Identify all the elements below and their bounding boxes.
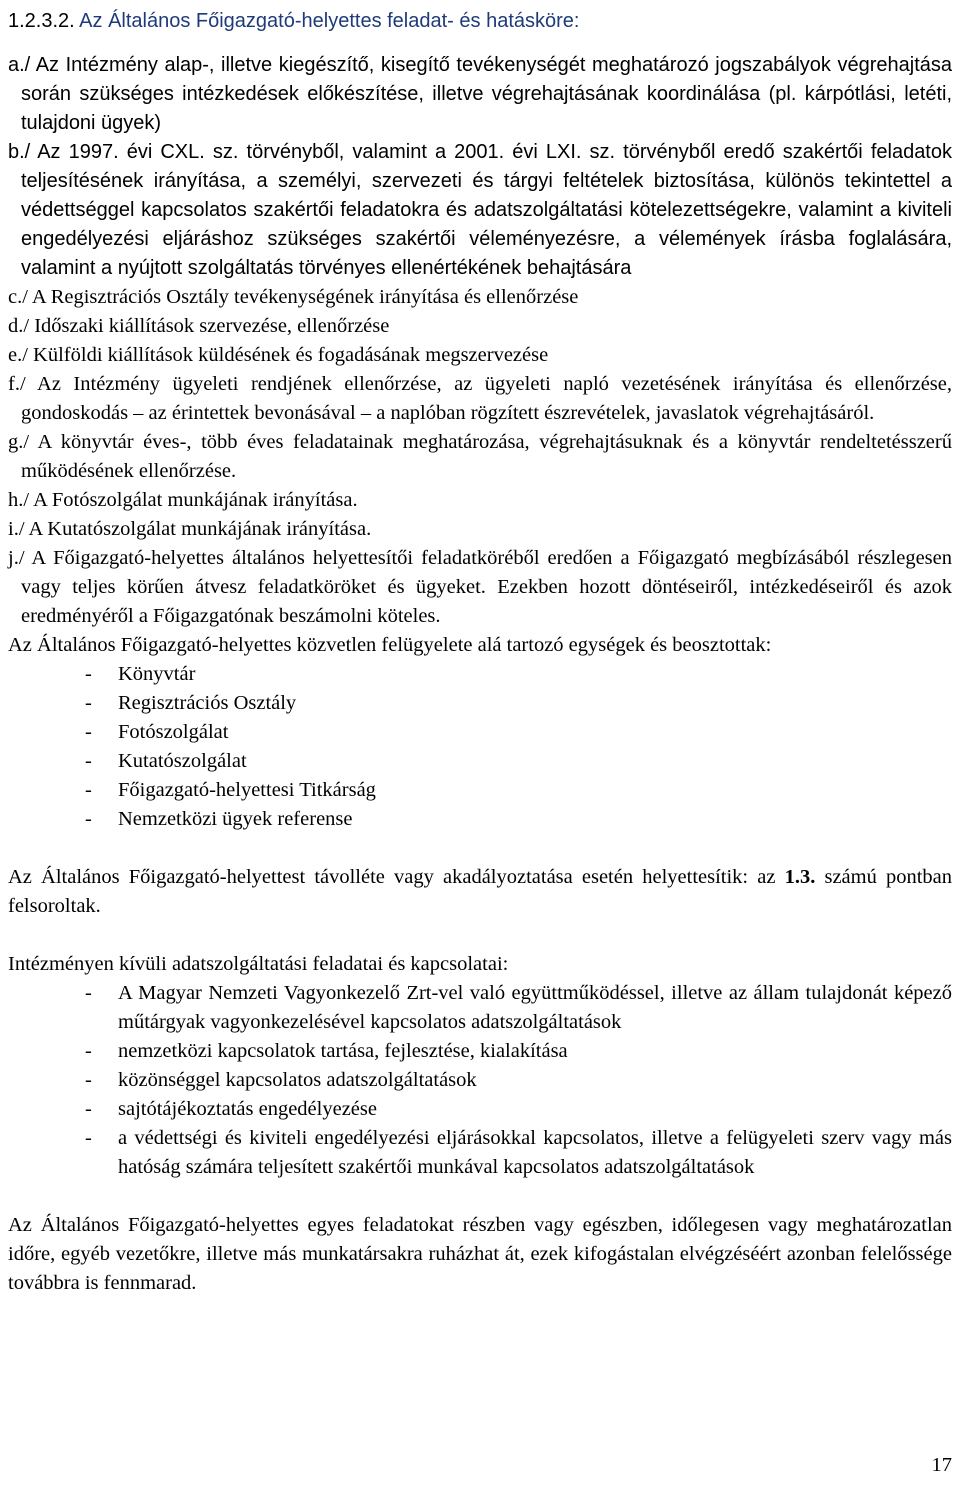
- document-page: [8, 8, 952, 1298]
- dash-marker: -: [85, 808, 92, 830]
- list-item-text: Könyvtár: [118, 663, 196, 685]
- item-h: h./ A Fotószolgálat munkájának irányítása.: [8, 489, 358, 511]
- dash-marker: -: [85, 1098, 92, 1120]
- item-g: g./ A könyvtár éves-, több éves feladatainak meghatározása, végrehajtásuknak és a könyvtár rendeltetésszerű működésének ellenőrzése.: [8, 431, 952, 482]
- substitute-paragraph: [8, 863, 952, 921]
- list-item-text: közönséggel kapcsolatos adatszolgáltatások: [118, 1069, 477, 1091]
- list-item-text: sajtótájékoztatás engedélyezése: [118, 1098, 377, 1120]
- external-list: [8, 979, 952, 1182]
- list-item-text: Fotószolgálat: [118, 721, 229, 743]
- list-item-text: Főigazgató-helyettesi Titkárság: [118, 779, 376, 801]
- list-item: [8, 1037, 952, 1066]
- item-b: b./ Az 1997. évi CXL. sz. törvényből, valamint a 2001. évi LXI. sz. törvényből eredő szakértői feladatok teljesítésének irányítása, a személyi, szervezeti és tárgyi feltételek biztosítása, különös tekintettel a védettséggel kapcsolatos szakértői feladatokra és adatszolgáltatási kötelezettségekre, valamint a kiviteli engedélyezési eljáráshoz szükséges szakértői véleményezésre, a vélemények írásba foglalására, valamint a nyújtott szolgáltatás törvényes ellenértékének behajtására: [8, 141, 952, 279]
- item-d: d./ Időszaki kiállítások szervezése, ellenőrzése: [8, 315, 390, 337]
- list-item: [8, 747, 952, 776]
- dash-marker: -: [85, 692, 92, 714]
- item-f: f./ Az Intézmény ügyeleti rendjének ellenőrzése, az ügyeleti napló vezetésének irányítása és ellenőrzése, gondoskodás – az érintettek bevonásával – a naplóban rögzített észrevételek, javaslatok végrehajtásáról.: [8, 373, 952, 424]
- list-item: [8, 1066, 952, 1095]
- item-e: e./ Külföldi kiállítások küldésének és fogadásának megszervezése: [8, 344, 549, 366]
- list-item-text: Regisztrációs Osztály: [118, 692, 297, 714]
- section-heading: [8, 8, 952, 34]
- item-a: a./ Az Intézmény alap-, illetve kiegészítő, kisegítő tevékenységét meghatározó jogszabályok végrehajtása során szükséges intézkedések előkészítése, illetve végrehajtásának koordinálása (pl. kárpótlási, letéti, tulajdoni ügyek): [8, 54, 952, 134]
- item-i: i./ A Kutatószolgálat munkájának irányítása.: [8, 518, 372, 540]
- substitute-text: Az Általános Főigazgató-helyettest távolléte vagy akadályoztatása esetén helyettesítik: az: [8, 866, 776, 888]
- dash-marker: -: [85, 1040, 92, 1062]
- external-intro: Intézményen kívüli adatszolgáltatási feladatai és kapcsolatai:: [8, 953, 509, 975]
- dash-marker: -: [85, 750, 92, 772]
- dash-marker: -: [85, 721, 92, 743]
- list-item-text: nemzetközi kapcsolatok tartása, fejlesztése, kialakítása: [118, 1040, 568, 1062]
- list-item: [8, 660, 952, 689]
- dash-marker: -: [85, 1069, 92, 1091]
- item-c: c./ A Regisztrációs Osztály tevékenységének irányítása és ellenőrzése: [8, 286, 579, 308]
- units-list: [8, 660, 952, 834]
- list-item-text: A Magyar Nemzeti Vagyonkezelő Zrt-vel való együttműködéssel, illetve az állam tulajdonát képező műtárgyak vagyonkezelésével kapcsolatos adatszolgáltatások: [118, 982, 952, 1033]
- section-number: 1.2.3.2.: [8, 10, 75, 32]
- list-item-text: Kutatószolgálat: [118, 750, 247, 772]
- list-item: [8, 718, 952, 747]
- list-item-text: a védettségi és kiviteli engedélyezési eljárásokkal kapcsolatos, illetve a felügyeleti szerv vagy más hatóság számára teljesített szakértői munkával kapcsolatos adatszolgáltatások: [118, 1127, 952, 1178]
- list-item: [8, 689, 952, 718]
- units-intro: Az Általános Főigazgató-helyettes közvetlen felügyelete alá tartozó egységek és beosztottak:: [8, 634, 772, 656]
- list-item: [8, 805, 952, 834]
- list-item: [8, 1124, 952, 1182]
- delegation-paragraph: Az Általános Főigazgató-helyettes egyes feladatokat részben vagy egészben, időlegesen vagy meghatározatlan időre, egyéb vezetőkre, illetve más munkatársakra ruházhat át, ezek kifogástalan elvégzéséért azonban felelőssége továbbra is fennmarad.: [8, 1214, 952, 1294]
- list-item: [8, 776, 952, 805]
- page-number: 17: [931, 1454, 952, 1476]
- dash-marker: -: [85, 779, 92, 801]
- list-item-text: Nemzetközi ügyek referense: [118, 808, 353, 830]
- substitute-ref: 1.3.: [784, 866, 816, 888]
- section-title: Az Általános Főigazgató-helyettes feladat- és hatásköre:: [79, 10, 580, 32]
- list-item: [8, 1095, 952, 1124]
- substitute-text-end: számú pontban felsoroltak.: [8, 866, 953, 917]
- dash-marker: -: [85, 982, 92, 1004]
- list-item: [8, 979, 952, 1037]
- dash-marker: -: [85, 1127, 92, 1149]
- item-j: j./ A Főigazgató-helyettes általános helyettesítői feladatköréből eredően a Főigazgató megbízásából részlegesen vagy teljes körűen átvesz feladatköröket és ügyeket. Ezekben hozott döntéseiről, intézkedéseiről és azok eredményéről a Főigazgatónak beszámolni köteles.: [8, 547, 952, 627]
- dash-marker: -: [85, 663, 92, 685]
